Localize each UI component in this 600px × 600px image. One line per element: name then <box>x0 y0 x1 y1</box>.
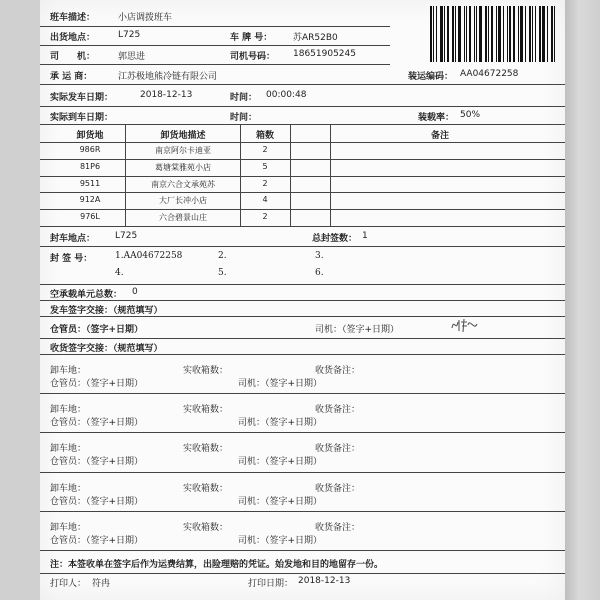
row-dispatch-title <box>40 300 565 317</box>
receive-remark-label: 收货备注： <box>315 444 361 455</box>
receive-driver-label: 司机：（签字+日期） <box>238 535 323 546</box>
table-divider <box>240 124 241 226</box>
driver-phone-value: 18651905245 <box>293 49 356 59</box>
dispatch-warehouse-label: 仓管员：（签字+日期） <box>50 325 144 335</box>
barcode-bar <box>509 6 511 62</box>
driver-label: 司 机： <box>50 52 96 62</box>
cell-desc: 大厂长冲小店 <box>159 196 207 206</box>
barcode-bar <box>452 6 454 62</box>
driver-phone-label: 司机号码： <box>230 52 276 62</box>
row-receive-title <box>40 338 565 355</box>
unload-table <box>40 124 565 226</box>
receive-remark-label: 收货备注： <box>315 483 361 494</box>
col-header-remark: 备注 <box>430 131 449 141</box>
barcode-bar <box>547 6 548 62</box>
receive-warehouse-label: 仓管员：（签字+日期） <box>50 496 144 507</box>
receive-driver-label: 司机：（签字+日期） <box>238 418 323 429</box>
printer-label: 打印人： <box>50 579 87 589</box>
barcode-bar <box>551 6 553 62</box>
table-divider <box>330 124 331 226</box>
table-row <box>40 209 565 227</box>
cell-desc: 六合碧景山庄 <box>159 213 207 223</box>
dispatch-driver-label: 司机：（签字+日期） <box>315 325 400 335</box>
cell-desc: 南京阿尔卡迪亚 <box>155 146 211 155</box>
barcode-bar <box>525 6 526 62</box>
dispatch-title: 发车签字交接：（规范填写） <box>50 306 163 316</box>
driver-value: 郭思进 <box>118 52 146 62</box>
barcode-bar <box>535 6 536 62</box>
seal-total-value: 1 <box>362 231 368 241</box>
receive-unload-label: 卸车地： <box>50 522 87 533</box>
load-code-label: 装运编码： <box>408 72 454 82</box>
barcode-bar <box>474 6 475 62</box>
row-seal-place <box>40 226 565 247</box>
receive-block <box>40 432 565 472</box>
cell-code: 81P6 <box>79 161 101 171</box>
seal-item-2: 2. <box>218 251 227 261</box>
seal-item-5: 5. <box>218 268 227 278</box>
load-rate-value: 50% <box>460 110 481 120</box>
barcode-bar <box>436 6 437 62</box>
barcode-bar <box>485 6 487 62</box>
row-carrier <box>40 64 565 85</box>
empty-units-value: 0 <box>132 287 138 297</box>
table-row <box>40 176 565 194</box>
barcode-bar <box>440 6 443 62</box>
row-seal-numbers <box>40 246 565 285</box>
barcode-bar <box>507 6 508 62</box>
barcode-bar <box>529 6 531 62</box>
row-actual-depart <box>40 84 565 107</box>
barcode-bar <box>444 6 445 62</box>
barcode-bar <box>433 6 434 62</box>
load-rate-label: 装载率： <box>418 113 455 123</box>
plate-label: 车 牌 号： <box>230 33 273 43</box>
barcode-bar <box>466 6 467 62</box>
print-date-label: 打印日期： <box>248 579 294 589</box>
receive-unload-label: 卸车地： <box>50 483 87 494</box>
carrier-value: 江苏极地熊冷链有限公司 <box>118 72 218 82</box>
barcode-bar <box>469 6 471 62</box>
barcode-bar <box>488 6 489 62</box>
actual-arrive-label: 实际到车日期： <box>50 113 114 123</box>
cell-desc: 南京六合文承苑苏 <box>151 179 215 189</box>
receive-boxes-label: 实收箱数： <box>183 522 229 533</box>
receive-block <box>40 511 565 551</box>
cell-boxes: 2 <box>262 178 268 188</box>
barcode-bar <box>476 6 477 62</box>
table-divider <box>125 124 126 226</box>
barcode-bar <box>496 6 497 62</box>
receive-unload-label: 卸车地： <box>50 405 87 416</box>
cell-code: 976L <box>80 212 100 222</box>
background-edge <box>565 0 600 600</box>
route-desc-label: 班车描述： <box>50 13 96 23</box>
barcode-bar <box>464 6 465 62</box>
origin-label: 出货地点： <box>50 33 96 43</box>
receive-unload-label: 卸车地： <box>50 366 87 376</box>
barcode-bar <box>430 6 432 62</box>
actual-depart-label: 实际发车日期： <box>50 93 114 103</box>
cell-code: 9511 <box>79 178 101 188</box>
receive-boxes-label: 实收箱数： <box>183 444 229 455</box>
barcode-bar <box>503 6 504 62</box>
row-actual-arrive <box>40 106 565 125</box>
receive-remark-label: 收货备注： <box>315 405 361 416</box>
receive-boxes-label: 实收箱数： <box>183 405 229 416</box>
receive-warehouse-label: 仓管员：（签字+日期） <box>50 379 144 389</box>
receive-warehouse-label: 仓管员：（签字+日期） <box>50 535 144 546</box>
table-divider <box>290 124 291 226</box>
note-text: 注：本签收单在签字后作为运费结算，出险理赔的凭证。始发地和目的地留存一份。 <box>50 560 384 570</box>
receive-warehouse-label: 仓管员：（签字+日期） <box>50 418 144 429</box>
barcode-bar <box>513 6 515 62</box>
receive-boxes-label: 实收箱数： <box>183 366 229 376</box>
seal-item-6: 6. <box>315 268 324 278</box>
table-row <box>40 142 565 160</box>
row-dispatch-sign <box>40 316 565 339</box>
time-value: 00:00:48 <box>266 90 307 100</box>
barcode-bar <box>542 6 545 62</box>
receive-title: 收货签字交接：（规范填写） <box>50 344 163 354</box>
empty-units-label: 空承载单元总数： <box>50 290 123 300</box>
carrier-label: 承 运 商： <box>50 72 93 82</box>
receive-remark-label: 收货备注： <box>315 366 361 376</box>
receive-boxes-label: 实收箱数： <box>183 483 229 494</box>
arrive-time-label: 时间： <box>230 113 258 123</box>
barcode-bar <box>455 6 456 62</box>
load-code-value: AA04672258 <box>460 69 519 79</box>
barcode-bar <box>479 6 482 62</box>
cell-desc: 葛塘棠雅苑小店 <box>155 162 211 172</box>
receive-block <box>40 354 565 394</box>
col-header-desc: 卸货地描述 <box>160 131 206 141</box>
cell-code: 986R <box>79 145 101 154</box>
seal-total-label: 总封签数： <box>312 234 358 244</box>
seal-item-1: 1.AA04672258 <box>115 251 183 261</box>
barcode-bar <box>532 6 533 62</box>
row-driver <box>40 45 390 65</box>
time-label: 时间： <box>230 93 258 103</box>
seal-item-4: 4. <box>115 268 124 278</box>
barcode-bar <box>491 6 493 62</box>
origin-value: L725 <box>118 30 141 40</box>
row-origin <box>40 26 390 46</box>
barcode-bar <box>520 6 523 62</box>
cell-boxes: 2 <box>262 212 268 222</box>
barcode-bar <box>498 6 501 62</box>
printer-value: 符冉 <box>92 579 111 589</box>
receive-block <box>40 472 565 512</box>
col-header-boxes: 箱数 <box>255 131 274 141</box>
barcode-bar <box>518 6 519 62</box>
receive-remark-label: 收货备注： <box>315 522 361 533</box>
driver-signature <box>450 316 480 334</box>
actual-depart-value: 2018-12-13 <box>140 90 193 100</box>
cell-code: 912A <box>79 195 101 205</box>
table-header <box>40 124 565 143</box>
plate-value: 苏AR52B0 <box>293 33 338 43</box>
print-date-value: 2018-12-13 <box>298 576 351 586</box>
cell-boxes: 2 <box>262 145 268 154</box>
row-empty-units <box>40 284 565 301</box>
receive-driver-label: 司机：（签字+日期） <box>238 379 323 389</box>
waybill-document <box>40 0 565 600</box>
receive-unload-label: 卸车地： <box>50 444 87 455</box>
row-route-desc <box>40 0 390 27</box>
row-footer <box>40 572 565 590</box>
receive-driver-label: 司机：（签字+日期） <box>238 457 323 468</box>
table-row <box>40 159 565 177</box>
barcode <box>430 6 558 62</box>
barcode-bar <box>447 6 449 62</box>
seal-place-label: 封车地点： <box>50 234 96 244</box>
barcode-bar <box>458 6 461 62</box>
table-row <box>40 192 565 210</box>
seal-place-value: L725 <box>115 231 138 241</box>
barcode-bar <box>539 6 541 62</box>
receive-driver-label: 司机：（签字+日期） <box>238 496 323 507</box>
route-desc-value: 小店调拨班车 <box>118 13 173 23</box>
barcode-bar <box>554 6 555 62</box>
cell-boxes: 4 <box>262 195 268 205</box>
receive-block <box>40 393 565 433</box>
cell-boxes: 5 <box>262 161 268 171</box>
row-note <box>40 550 565 574</box>
receive-warehouse-label: 仓管员：（签字+日期） <box>50 457 144 468</box>
seal-item-3: 3. <box>315 251 324 261</box>
col-header-code: 卸货地 <box>76 131 104 141</box>
seal-no-label: 封 签 号： <box>50 254 93 264</box>
